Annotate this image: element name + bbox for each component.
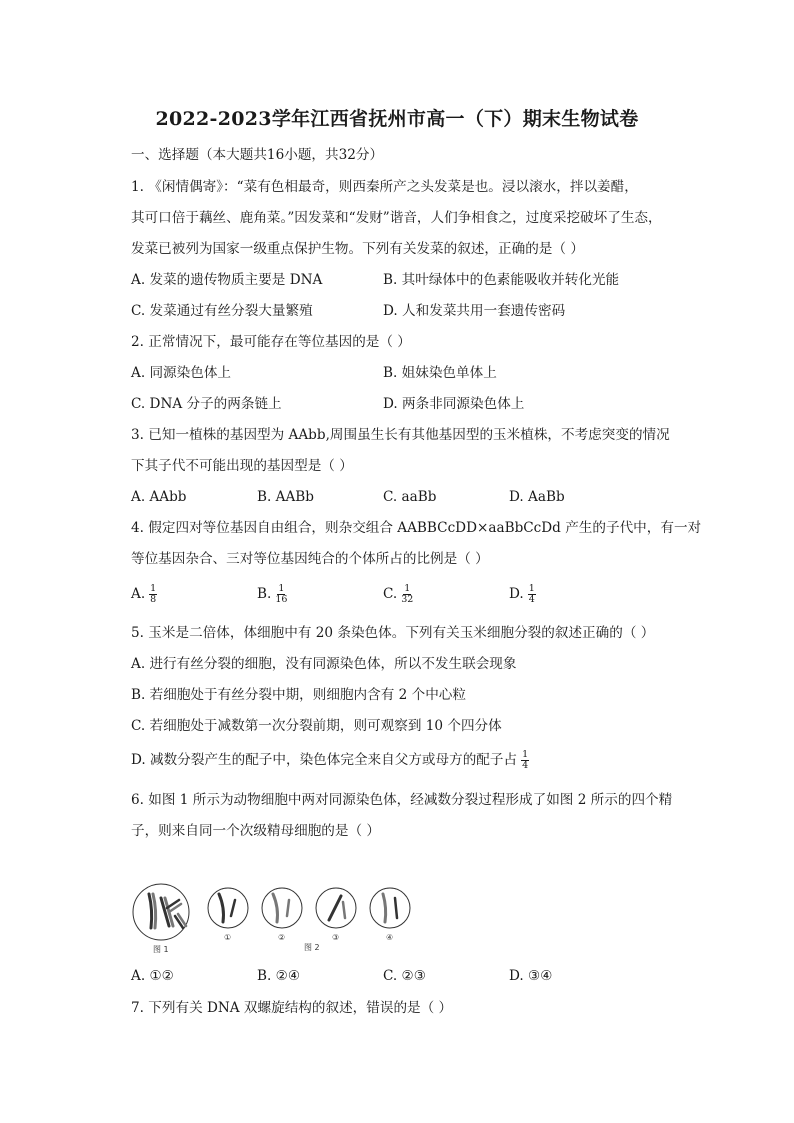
q3-stem-line2: 下其子代不可能出现的基因型是（ ） [131,458,353,474]
q4-option-d-fraction: $\frac{1}{4}$ [528,583,535,605]
q4-option-b [257,584,287,605]
q5-option-c: C. 若细胞处于减数第一次分裂前期，则可观察到 10 个四分体 [131,718,502,734]
q1-option-a: A. 发菜的遗传物质主要是 DNA [131,272,323,288]
q6-stem-line2: 子，则来自同一个次级精母细胞的是（ ） [131,823,381,839]
q5-option-d-text: D. 减数分裂产生的配子中，染色体完全来自父方或母方的配子占 [131,752,518,768]
q5-option-d-fraction: $\frac{1}{4}$ [522,749,529,771]
section-heading: 一、选择题（本大题共16小题，共32分） [131,147,384,163]
q4-option-b-fraction: $\frac{1}{16}$ [275,583,288,605]
q1-option-b: B. 其叶绿体中的色素能吸收并转化光能 [383,272,620,288]
figure1-label: 图 1 [153,945,169,954]
q1-option-c: C. 发菜通过有丝分裂大量繁殖 [131,303,313,319]
q3-option-d: D. AaBb [509,489,565,505]
sperm-cell-2-label: ② [278,933,286,942]
q1-option-d: D. 人和发菜共用一套遗传密码 [383,303,566,319]
sperm-cell-4 [370,888,410,928]
figure1-cell [133,884,189,940]
q4-option-c-label: C. [383,586,398,602]
q4-option-a [131,584,157,605]
q5-option-b: B. 若细胞处于有丝分裂中期，则细胞内含有 2 个中心粒 [131,687,466,703]
q6-option-b: B. ②④ [257,968,301,984]
q4-stem-line1: 4. 假定四对等位基因自由组合，则杂交组合 AABBCcDD×aaBbCcDd 产生的子代中，有一对 [131,520,702,536]
q3-stem-line1: 3. 已知一植株的基因型为 AAbb,周围虽生长有其他基因型的玉米植株，不考虑突变的情况 [131,427,670,443]
sperm-cell-3 [316,888,356,928]
q4-option-c [383,584,413,605]
sperm-cell-1-label: ① [224,933,232,942]
q7-stem: 7. 下列有关 DNA 双螺旋结构的叙述，错误的是（ ） [131,1000,453,1016]
q6-stem-line1: 6. 如图 1 所示为动物细胞中两对同源染色体，经减数分裂过程形成了如图 2 所示的四个精 [131,792,673,808]
q1-stem-line3: 发菜已被列为国家一级重点保护生物。下列有关发菜的叙述，正确的是（ ） [131,241,584,257]
q2-option-c: C. DNA 分子的两条链上 [131,396,282,412]
q6-option-c: C. ②③ [383,968,426,984]
q5-option-d [131,750,529,771]
q3-option-c: C. aaBb [383,489,437,505]
sperm-cell-4-label: ④ [386,933,394,942]
q4-option-d [509,584,536,605]
q6-option-a: A. ①② [131,968,174,984]
q4-option-b-label: B. [257,586,272,602]
q2-option-a: A. 同源染色体上 [131,365,232,381]
sperm-cell-1 [208,888,248,928]
exam-title: 2022-2023学年江西省抚州市高一（下）期末生物试卷 [155,108,639,130]
q4-stem-line2: 等位基因杂合、三对等位基因纯合的个体所占的比例是（ ） [131,551,489,567]
q1-stem-line1: 1. 《闲情偶寄》：“菜有色相最奇，则西秦所产之头发菜是也。浸以滚水，拌以姜醋， [131,179,638,195]
chromosome-figure [131,880,421,960]
sperm-cell-3-label: ③ [332,933,340,942]
q4-option-a-fraction: $\frac{1}{8}$ [150,583,157,605]
sperm-cell-2 [262,888,302,928]
q4-option-c-fraction: $\frac{1}{32}$ [401,583,414,605]
q4-option-d-label: D. [509,586,524,602]
figure2-label: 图 2 [304,943,320,952]
q6-option-d: D. ③④ [509,968,553,984]
q5-stem: 5. 玉米是二倍体，体细胞中有 20 条染色体。下列有关玉米细胞分裂的叙述正确的（ ） [131,625,655,641]
q2-stem: 2. 正常情况下，最可能存在等位基因的是（ ） [131,334,411,350]
q2-option-d: D. 两条非同源染色体上 [383,396,525,412]
q4-option-a-label: A. [131,586,146,602]
q2-option-b: B. 姐妹染色单体上 [383,365,497,381]
q5-option-a: A. 进行有丝分裂的细胞，没有同源染色体，所以不发生联会现象 [131,656,517,672]
q3-option-a: A. AAbb [131,489,187,505]
q1-stem-line2: 其可口倍于藕丝、鹿角菜。”因发菜和“发财”谐音，人们争相食之，过度采挖破坏了生态， [131,210,662,226]
q3-option-b: B. AABb [257,489,314,505]
